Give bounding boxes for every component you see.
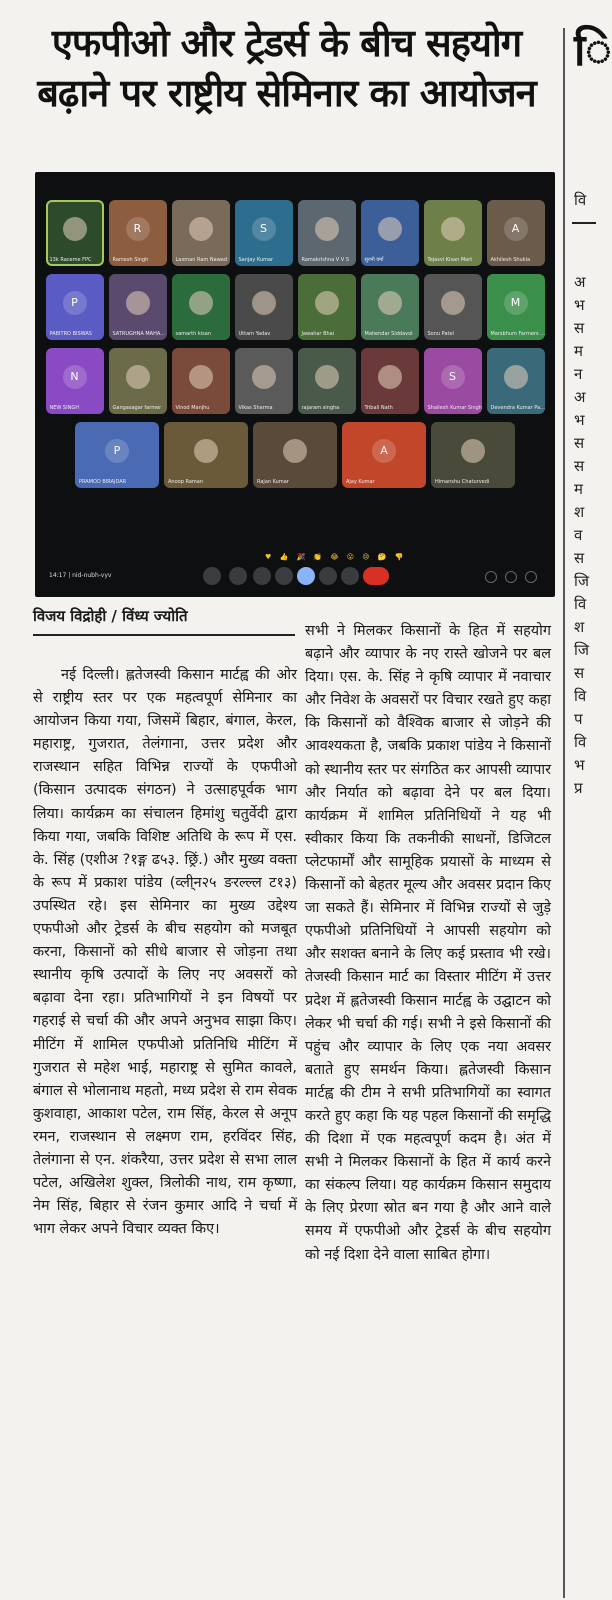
participant-name: Ramakrishna V V S	[301, 257, 349, 263]
article-column-2: सभी ने मिलकर किसानों के हित में सहयोग बढ़ाने और व्यापार के नए रास्ते खोजने पर बल दिया। एस. के. सिंह ने कृषि व्यापार में नवाचार और निवेश के अवसरों पर विचार रखते हुए कहा कि किसानों को वैश्विक बाजार से जोड़ने की आवश्यकता है, जबकि प्रकाश पांडेय ने किसानों को स्थानीय स्तर पर संगठित कर आपसी व्यापार और निर्यात को बढ़ावा देने पर बल दिया। कार्यक्रम में शामिल प्रतिनिधियों ने यह भी स्वीकार किया कि तकनीकी साधनों, डिजिटल प्लेटफार्मों और सामूहिक प्रयासों के माध्यम से किसानों को बेहतर मूल्य और अवसर प्रदान किए जा सकते हैं। सेमिनार में विभिन्न राज्यों से जुड़े एफपीओ प्रतिनिधियों ने आपसी सहयोग को और सशक्त बनाने के लिए कई प्रस्ताव भी रखे। तेजस्वी किसान मार्ट का विस्तार मीटिंग में उत्तर प्रदेश में ह्लतेजस्वी किसान मार्टह्व के उद्घाटन को लेकर भी चर्चा की गई। सभी ने इसे किसानों की पहुंच और व्यापार के लिए एक नया अवसर बताते हुए समर्थन किया। ह्लतेजस्वी किसान मार्टह्व की टीम ने सभी प्रतिभागियों का स्वागत करते हुए कहा कि यह पहल किसानों की समृद्धि की दिशा में एक महत्वपूर्ण कदम है। अंत में सभी ने मिलकर किसानों के हित में कार्य करने का संकल्प लिया। यह कार्यक्रम किसान समुदाय के लिए प्रेरणा स्रोत बन गया है और आने वाले समय में एफपीओ और ट्रेडर्स के बीच सहयोग को नई दिशा देने वाला साबित होगा।	[305, 623, 551, 1263]
participant-name: Rajan Kumar	[257, 479, 289, 485]
video-conference-photo	[35, 172, 555, 597]
fragment-char: वि	[574, 595, 587, 613]
fragment-char: श	[574, 618, 585, 636]
participant-tile	[487, 200, 545, 266]
participant-name: NEW SINGH	[49, 405, 79, 411]
column-divider	[563, 28, 565, 1598]
participant-avatar	[441, 291, 465, 315]
participant-name: PABITRO BISWAS	[49, 331, 92, 337]
participant-name: Vikas Sharma	[238, 405, 273, 411]
participant-tile	[46, 274, 104, 340]
participant-tile	[424, 200, 482, 266]
fragment-char: जि	[574, 572, 590, 590]
mic-icon	[203, 567, 221, 585]
participant-avatar	[126, 291, 150, 315]
participant-avatar: S	[252, 217, 276, 241]
fragment-char: भ	[574, 411, 585, 429]
participant-avatar	[441, 217, 465, 241]
participant-tile	[361, 274, 419, 340]
participant-name: Shailesh Kumar Singh	[427, 405, 482, 411]
participant-avatar: A	[504, 217, 528, 241]
participant-name: rajaram singha	[301, 405, 340, 411]
participant-avatar	[315, 365, 339, 389]
participant-name: Ajay Kumar	[346, 479, 375, 485]
camera-icon	[229, 567, 247, 585]
fragment-char: स	[574, 434, 585, 452]
meeting-control-bar	[35, 553, 555, 597]
participant-avatar: R	[126, 217, 150, 241]
participant-avatar	[378, 365, 402, 389]
participant-tile	[235, 274, 293, 340]
participant-tile	[235, 200, 293, 266]
participant-name: Himanshu Chaturvedi	[435, 479, 490, 485]
participant-name: Marsbhum Farmers ...	[490, 331, 545, 337]
fragment-char: अ	[574, 388, 586, 406]
fragment-char: स	[574, 319, 585, 337]
present-icon	[297, 567, 315, 585]
byline: विजय विद्रोही / विंध्य ज्योति	[33, 607, 188, 625]
more-icon	[341, 567, 359, 585]
participant-name: PRAMOD BIRAJDAR	[79, 479, 127, 485]
info-icon	[485, 571, 497, 583]
captions-icon	[253, 567, 271, 585]
fragment-char: व	[574, 526, 583, 544]
meeting-code: 14:17 | nid-nubh-vyv	[49, 572, 112, 579]
fragment-char: श	[574, 503, 585, 521]
participant-tile	[46, 348, 104, 414]
participant-name: SATRUGHNA MAHA...	[112, 331, 165, 337]
participant-avatar	[461, 439, 485, 463]
participant-tile	[75, 422, 159, 488]
participant-avatar: S	[441, 365, 465, 389]
participant-name: samarth kisan	[175, 331, 212, 337]
participant-tile	[109, 348, 167, 414]
participant-name: Tejasvi Kisan Mart	[427, 257, 473, 263]
participant-avatar	[378, 217, 402, 241]
participant-name: Jawahar Bhai	[301, 331, 335, 337]
participant-name: Sonu Patel	[427, 331, 454, 337]
fragment-char: प	[574, 710, 583, 728]
participant-avatar	[252, 365, 276, 389]
participant-name: Gangasagar farmer	[112, 405, 162, 411]
participant-avatar: P	[105, 439, 129, 463]
participant-tile	[361, 200, 419, 266]
participant-avatar	[315, 291, 339, 315]
participant-name: Devendra Kumar Pa...	[490, 405, 545, 411]
headline-line-2: बढ़ाने पर राष्ट्रीय सेमिनार का आयोजन	[37, 71, 536, 115]
participant-name: Mahendar Siddavol	[364, 331, 413, 337]
participant-name: Ramesh Singh	[112, 257, 149, 263]
participant-avatar	[252, 291, 276, 315]
participant-avatar	[189, 291, 213, 315]
fragment-char: वि	[574, 733, 587, 751]
participant-tile	[172, 200, 230, 266]
participant-tile	[235, 348, 293, 414]
fragment-char: भ	[574, 296, 585, 314]
fragment-rule	[572, 222, 596, 224]
fragment-char: म	[574, 342, 583, 360]
fragment-char: जि	[574, 641, 590, 659]
end-call-icon	[363, 567, 389, 585]
participant-name: Akhilesh Shukla	[490, 257, 531, 263]
byline-rule	[33, 634, 295, 636]
participant-tile	[298, 200, 356, 266]
participant-tile	[298, 348, 356, 414]
headline-line-1: एफपीओ और ट्रेडर्स के बीच सहयोग	[51, 21, 522, 65]
fragment-char: स	[574, 664, 585, 682]
participant-avatar	[315, 217, 339, 241]
participant-avatar	[126, 365, 150, 389]
fragment-char: वि	[574, 191, 587, 209]
participant-tile	[342, 422, 426, 488]
participant-avatar	[378, 291, 402, 315]
participant-tile	[424, 274, 482, 340]
participant-tile	[424, 348, 482, 414]
participant-name: Anoop Raman	[168, 479, 204, 485]
participant-avatar	[504, 365, 528, 389]
participant-name: Laxman Ram Nawad	[175, 257, 228, 263]
fragment-char: स	[574, 549, 585, 567]
participant-avatar: P	[63, 291, 87, 315]
fragment-char: स	[574, 457, 585, 475]
participant-tile	[172, 348, 230, 414]
chat-icon	[525, 571, 537, 583]
participant-tile	[172, 274, 230, 340]
adjacent-headline-fragment: ि	[574, 25, 612, 76]
participant-name: Tribali Nath	[364, 405, 393, 411]
participant-name: 13k Raceme FPC	[49, 257, 92, 263]
emoji-icon	[275, 567, 293, 585]
hand-icon	[319, 567, 337, 585]
participant-tile	[109, 200, 167, 266]
participant-tile	[109, 274, 167, 340]
participant-tile	[46, 200, 104, 266]
article-column-1: नई दिल्ली। ह्लतेजस्वी किसान मार्टह्व की ओर से राष्ट्रीय स्तर पर एक महत्वपूर्ण सेमिनार का आयोजन किया गया, जिसमें बिहार, बंगाल, केरल, महाराष्ट्र, गुजरात, तेलंगाना, उत्तर प्रदेश और राजस्थान सहित विभिन्न राज्यों के एफपीओ (किसान उत्पादक संगठन) ने उत्साहपूर्वक भाग लिया। कार्यक्रम का संचालन हिमांशु चतुर्वेदी द्वारा किया गया, जबकि विशिष्ट अतिथि के रूप में एस. के. सिंह (एशीअ ?१ङ्ग ढ५३. छ्रिं.) और मुख्य वक्ता के रूप में प्रकाश पांडेय (व्ली्न२५ ङरल्ल्ल ट१३) उपस्थित रहे। इस सेमिनार का मुख्य उद्देश्य एफपीओ और ट्रेडर्स के बीच सहयोग को मजबूत करना, किसानों को सीधे बाजार से जोड़ना तथा स्थानीय कृषि उत्पादों के लिए नए अवसरों को बढ़ावा देना रहा। प्रतिभागियों ने इन विषयों पर गहराई से चर्चा की और अपने अनुभव साझा किए। मीटिंग में शामिल एफपीओ प्रतिनिधि मीटिंग में गुजरात से महेश भाई, महाराष्ट्र से सुमित कावले, बंगाल से भोलानाथ महतो, मध्य प्रदेश से राम सेवक कुशवाहा, आकाश पटेल, राम सिंह, केरल से अनूप रमन, राजस्थान से लक्ष्मण राम, हरविंदर सिंह, तेलंगाना से एन. शंकरैया, उत्तर प्रदेश से सभा लाल पटेल, अखिलेश शुक्ल, त्रिलोकी नाथ, राम कृष्णा, नेम सिंह, बिहार से रंजन कुमार आदि ने चर्चा में भाग लेकर अपने विचार व्यक्त किए।	[33, 667, 297, 1238]
participant-name: Sanjay Kumar	[238, 257, 274, 263]
fragment-char: प्र	[574, 779, 583, 797]
participant-tile	[431, 422, 515, 488]
fragment-char: वि	[574, 687, 587, 705]
participant-tile	[487, 348, 545, 414]
headline	[14, 18, 559, 118]
participant-avatar	[283, 439, 307, 463]
adjacent-article-fragment	[568, 0, 612, 1600]
participant-avatar: A	[372, 439, 396, 463]
participant-avatar	[63, 217, 87, 241]
fragment-char: म	[574, 480, 583, 498]
participant-tile	[253, 422, 337, 488]
people-icon	[505, 571, 517, 583]
reaction-bar: ♥ 👍 🎉 👏 😂 😮 😢 🤔 👎	[265, 553, 407, 561]
participant-tile	[487, 274, 545, 340]
participant-tile	[298, 274, 356, 340]
participant-name: Uttam Yadav	[238, 331, 271, 337]
participant-avatar: N	[63, 365, 87, 389]
participant-avatar: M	[504, 291, 528, 315]
participant-avatar	[189, 217, 213, 241]
participant-tile	[164, 422, 248, 488]
fragment-char: भ	[574, 756, 585, 774]
participant-tile	[361, 348, 419, 414]
participant-avatar	[189, 365, 213, 389]
participant-name: Vinod Manjhu	[175, 405, 210, 411]
fragment-char: अ	[574, 273, 586, 291]
participant-name: सुरभी वर्मा	[364, 257, 384, 263]
participant-avatar	[194, 439, 218, 463]
fragment-char: न	[574, 365, 583, 383]
